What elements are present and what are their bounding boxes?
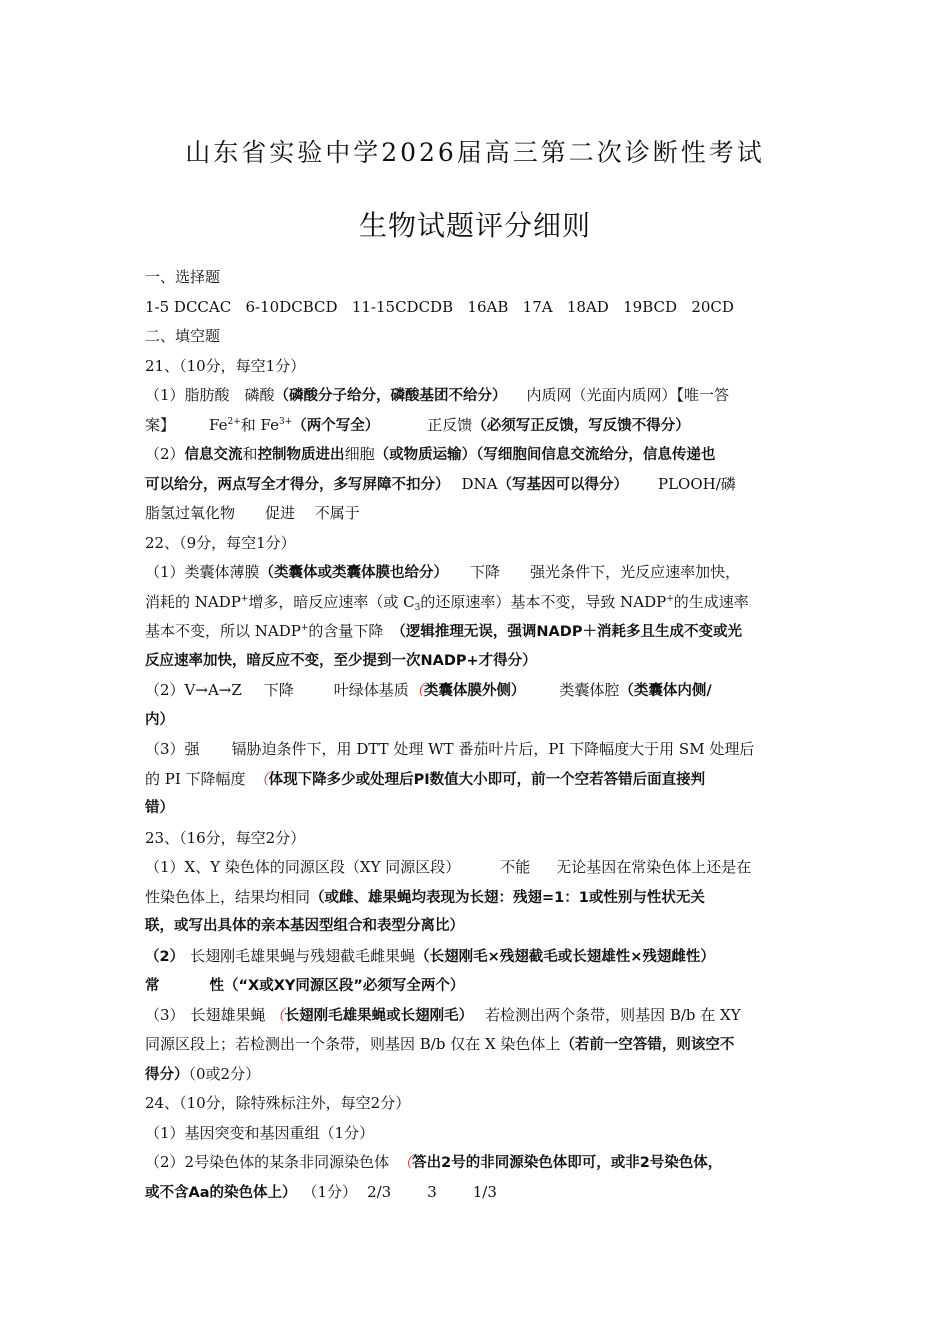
scoring-note: 错）: [145, 800, 174, 816]
document-subtitle: 生物试题评分细则: [358, 209, 591, 242]
answer-line: [145, 1178, 807, 1208]
superscript: +: [666, 593, 674, 604]
answer-text: 长翅刚毛雄果蝇与残翅截毛雌果蝇: [190, 946, 416, 965]
answer-text: （2）: [145, 948, 185, 965]
answer-text: 正反馈: [427, 415, 473, 434]
answer-text: 下降: [470, 563, 501, 581]
scoring-note: 或不含Aa的染色体上）: [145, 1184, 297, 1201]
scoring-note: 控制物质进出: [257, 447, 345, 463]
superscript: +: [300, 623, 309, 633]
exam-title: 山东省实验中学2026届高三第二次诊断性考试: [185, 138, 765, 167]
answer-line: [145, 470, 807, 500]
scoring-note: （写基因可以得分）: [497, 476, 628, 493]
answer-text: 性染色体上，结果均相同: [145, 887, 311, 906]
question-heading-23: 23、（16分，每空2分）: [145, 828, 306, 847]
answer-line: [145, 971, 807, 1001]
paren-mark: （: [253, 769, 269, 788]
answer-text: 和 Fe: [240, 415, 279, 434]
answer-text: Fe: [209, 415, 228, 434]
answer-line: [145, 942, 807, 972]
answer-text: （1分）: [302, 1182, 358, 1201]
answer-text: 下降: [263, 681, 294, 699]
scoring-note: 类囊体膜外侧）: [423, 683, 526, 699]
answer-text: 同源区段上；若检测出一个条带，则基因 B/b 仅在 X 染色体上: [145, 1035, 561, 1053]
answer-line: [145, 1030, 807, 1060]
answer-text: 不能: [500, 858, 531, 876]
answer-line: [145, 1060, 807, 1090]
answer-text: 的生成速率: [673, 592, 749, 611]
scoring-note: （必须写正反馈，写反馈不得分）: [472, 417, 690, 434]
answer-text: （2）V→A→Z: [145, 681, 242, 699]
answer-text: 的 PI 下降幅度: [145, 769, 246, 788]
scoring-note: 长翅刚毛雄果蝇或长翅刚毛）: [284, 1007, 474, 1024]
section-heading: 一、选择题: [145, 268, 221, 286]
answer-text: 叶绿体基质: [333, 681, 409, 699]
answer-text: 类囊体腔: [559, 681, 620, 699]
answer-line: [145, 883, 807, 913]
superscript: 2+: [227, 416, 241, 427]
answer-text: （0或2分）: [188, 1064, 261, 1083]
scoring-note: （磷酸分子给分，磷酸基团不给分）: [274, 388, 507, 404]
scoring-note: 信息交流: [184, 447, 243, 463]
answer-text: （1）X、Y 染色体的同源区段（XY 同源区段）: [145, 858, 461, 876]
answer-text: 若检测出两个条带，则基因 B/b 在 XY: [485, 1005, 741, 1024]
answer-line: [145, 1001, 807, 1031]
section-heading: 二、填空题: [145, 327, 221, 345]
answer-text: 基本不变，所以 NADP: [145, 622, 301, 640]
answer-text: 的含量下降: [308, 622, 384, 640]
document-body: [145, 263, 807, 1207]
question-heading-21: 21、（10分，每空1分）: [145, 356, 306, 375]
paren-mark: （: [397, 1153, 413, 1171]
answer-text: 和: [242, 445, 258, 463]
scoring-note: （或雌、雄果蝇均表现为长翅：残翅=1：1或性别与性状无关: [310, 889, 705, 906]
answer-text: （2）2号染色体的某条非同源染色体: [145, 1153, 390, 1171]
scoring-note: 内）: [145, 711, 174, 728]
answer-text: （1）脂肪酸 磷酸: [145, 386, 275, 404]
answer-text: 镉胁迫条件下，用 DTT 处理 WT 番茄叶片后，PI 下降幅度大于用 SM 处理后: [231, 740, 755, 758]
answer-text: （3）: [145, 1005, 185, 1024]
scoring-note: （类囊体内侧/: [619, 683, 712, 699]
choice-answers: 1-5 DCCAC 6-10DCBCD 11-15CDCDB 16AB 17A 18AD 19BCD 20CD: [145, 297, 734, 316]
answer-text: 消耗的 NADP: [145, 592, 241, 611]
scoring-note: （两个写全）: [292, 417, 380, 434]
answer-text: 长翅雄果蝇: [190, 1005, 266, 1024]
answer-line: （1）基因突变和基因重组（1分）: [145, 1123, 375, 1142]
scoring-note: （若前一空答错，则该空不: [560, 1037, 735, 1053]
scoring-note: （或物质运输）（写细胞间信息交流给分，信息传递也: [374, 447, 716, 463]
answer-line: [145, 440, 807, 470]
answer-line: [145, 1148, 807, 1178]
answer-text: 1/3: [472, 1182, 497, 1201]
subscript: 3: [414, 602, 421, 613]
answer-line: [145, 676, 807, 706]
answer-line: [145, 853, 807, 883]
question-heading-24: 24、（10分，除特殊标注外，每空2分）: [145, 1094, 411, 1112]
superscript: 3+: [279, 416, 293, 427]
scoring-note: 答出2号的非同源染色体即可，或非2号染色体，: [412, 1155, 723, 1171]
answer-line: [145, 381, 807, 411]
answer-text: 细胞: [344, 445, 375, 463]
answer-line: [145, 588, 807, 618]
answer-line: [145, 558, 807, 588]
answer-text: 案】: [145, 415, 176, 434]
answer-text: 内质网（光面内质网）【唯一答: [526, 386, 730, 404]
scoring-note: 性（“X或XY同源区段”必须写全两个）: [209, 978, 465, 994]
answer-text: DNA: [461, 474, 498, 493]
scoring-note: （类囊体或类囊体膜也给分）: [259, 565, 449, 581]
answer-text: 无论基因在常染色体上还是在: [556, 858, 752, 876]
paren-mark: （: [269, 1005, 285, 1024]
answer-line: [145, 411, 807, 441]
answer-text: （2）: [145, 445, 185, 463]
answer-text: （3）强: [145, 740, 200, 758]
scoring-note: 反应速率加快，暗反应不变，至少提到一次NADP+才得分）: [145, 652, 537, 669]
answer-line: [145, 765, 807, 795]
scoring-note: 体现下降多少或处理后PI数值大小即可，前一个空若答错后面直接判: [268, 771, 706, 788]
answer-text: 常: [145, 978, 160, 994]
answer-line: [145, 735, 807, 765]
answer-text: 的还原速率）基本不变，导致 NADP: [420, 592, 667, 611]
scoring-note: 得分）: [145, 1066, 189, 1083]
answer-text: 增多，暗反应速率（或 C: [248, 592, 415, 611]
question-heading-22: 22、（9分，每空1分）: [145, 533, 296, 552]
paren-mark: （: [408, 681, 424, 699]
answer-text: 3: [427, 1182, 437, 1201]
scoring-note: 可以给分，两点写全才得分，多写屏障不扣分）: [145, 476, 450, 493]
scoring-note: 联，或写出具体的亲本基因型组合和表型分离比）: [145, 918, 464, 934]
answer-text: PLOOH/磷: [657, 474, 736, 493]
scoring-note: （逻辑推理无误，强调NADP＋消耗多且生成不变或光: [391, 624, 742, 640]
answer-line: 脂氢过氧化物 促进 不属于: [145, 504, 360, 522]
superscript: +: [240, 593, 249, 604]
answer-text: 强光条件下，光反应速率加快，: [530, 563, 741, 581]
answer-text: （1）类囊体薄膜: [145, 563, 260, 581]
scoring-note: （长翅刚毛×残翅截毛或长翅雄性×残翅雌性）: [415, 948, 715, 965]
answer-line: [145, 617, 807, 647]
answer-text: 2/3: [367, 1182, 392, 1201]
